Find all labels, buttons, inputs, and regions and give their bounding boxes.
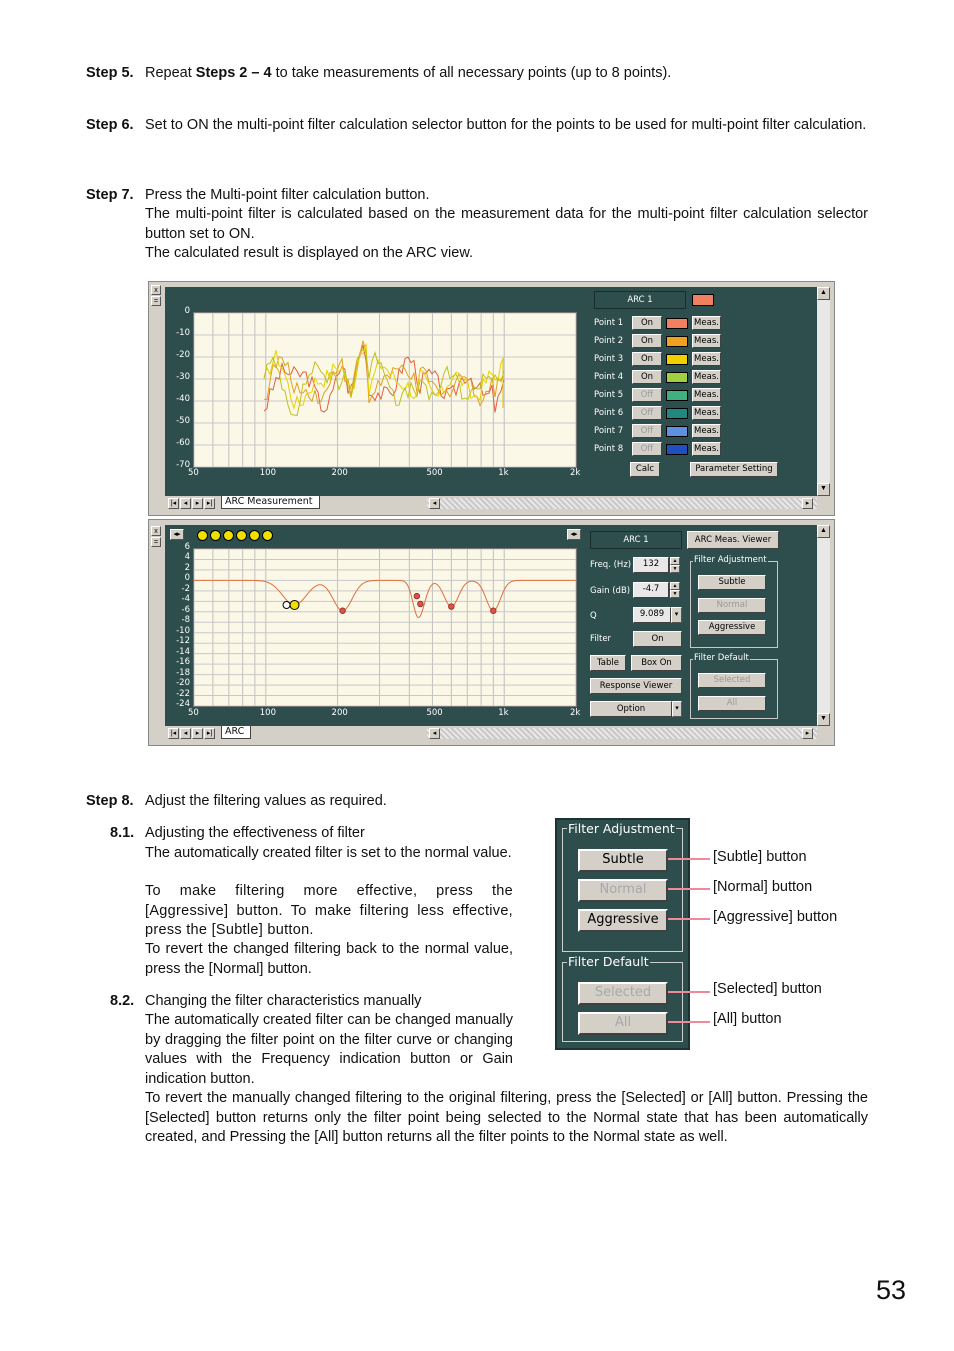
last-tab-icon[interactable]: ▸|	[204, 728, 215, 739]
pin-icon[interactable]: =	[151, 296, 161, 306]
step6-number: Step 6.	[86, 117, 134, 133]
y-tick-label: -70	[176, 460, 190, 470]
nav-arrows-icon[interactable]: ◂▸	[567, 529, 581, 540]
point-label: Point 8	[594, 444, 624, 454]
filter-point	[414, 593, 420, 599]
arc-selector[interactable]: ARC 1	[590, 531, 682, 549]
subtle-button[interactable]: Subtle	[698, 575, 766, 590]
first-tab-icon[interactable]: |◂	[168, 498, 179, 509]
x-tick-label: 100	[259, 468, 276, 478]
y-tick-label: -14	[176, 646, 190, 657]
step8-number: Step 8.	[86, 793, 134, 809]
gain-value[interactable]: -4.7	[633, 582, 669, 598]
tab-arc-measurement[interactable]: ARC Measurement	[221, 496, 320, 509]
x-tick-label: 2k	[570, 708, 581, 718]
filter-point	[340, 608, 346, 614]
filter-marker-icon[interactable]	[236, 530, 247, 541]
horizontal-scrollbar[interactable]	[427, 728, 817, 739]
bottom-tab-bar	[165, 726, 833, 742]
point-toggle-button[interactable]: On	[632, 334, 662, 348]
step6-text: Set to ON the multi-point filter calculation selector button for the points to be used for multi-point filter calculation.	[145, 117, 867, 133]
x-tick-label: 1k	[498, 708, 509, 718]
calc-button[interactable]: Calc	[630, 462, 660, 477]
point-toggle-button[interactable]: On	[632, 316, 662, 330]
freq-value[interactable]: 132	[633, 557, 669, 573]
filter-label: Filter	[590, 634, 612, 644]
gain-label: Gain (dB)	[590, 586, 631, 596]
sub82-number: 8.2.	[110, 993, 135, 1009]
point-label: Point 1	[594, 318, 624, 328]
subtle-button[interactable]: Subtle	[578, 849, 668, 872]
callout-line	[668, 1021, 710, 1023]
freq-down-icon[interactable]: ▼	[670, 565, 680, 573]
point-toggle-button[interactable]: Off	[632, 442, 662, 456]
scroll-left-icon[interactable]: ◂	[429, 498, 440, 509]
gain-down-icon[interactable]: ▼	[670, 590, 680, 598]
point-color-swatch[interactable]	[666, 318, 688, 329]
point-color-swatch[interactable]	[666, 444, 688, 455]
scroll-down-icon[interactable]: ▼	[817, 713, 830, 726]
freq-up-icon[interactable]: ▲	[670, 557, 680, 565]
filter-default-title: Filter Default	[694, 653, 749, 663]
y-tick-label: -18	[176, 667, 190, 678]
chevron-down-icon[interactable]: ▾	[672, 701, 682, 717]
point-color-swatch[interactable]	[666, 372, 688, 383]
option-button[interactable]: Option	[590, 701, 672, 717]
callout-subtle: [Subtle] button	[713, 849, 807, 865]
next-tab-icon[interactable]: ▸	[192, 498, 203, 509]
step5-number: Step 5.	[86, 65, 134, 81]
horizontal-scrollbar[interactable]	[427, 498, 817, 509]
meas-button[interactable]: Meas.	[692, 316, 721, 330]
sub82-p1: The automatically created filter can be changed manually by dragging the filter point on the filter curve or changing values with the Frequency indication button or Gain indication button.	[145, 1012, 513, 1087]
next-tab-icon[interactable]: ▸	[192, 728, 203, 739]
y-tick-label: -2	[181, 583, 190, 594]
gain-up-icon[interactable]: ▲	[670, 582, 680, 590]
tab-arc[interactable]: ARC	[221, 726, 251, 739]
q-select[interactable]: 9.089	[633, 607, 671, 623]
sub81-p1: The automatically created filter is set to the normal value.	[145, 845, 512, 861]
point-label: Point 2	[594, 336, 624, 346]
callout-line	[668, 888, 710, 890]
y-tick-label: -10	[176, 625, 190, 636]
arc-window	[148, 519, 835, 746]
callout-line	[668, 918, 710, 920]
y-tick-label: -30	[176, 372, 190, 382]
point-color-swatch[interactable]	[666, 336, 688, 347]
scroll-up-icon[interactable]: ▲	[817, 525, 830, 538]
y-tick-label: -40	[176, 394, 190, 404]
point-label: Point 7	[594, 426, 624, 436]
normal-button[interactable]: Normal	[578, 879, 668, 902]
parameter-setting-button[interactable]: Parameter Setting	[690, 462, 778, 477]
close-icon[interactable]: x	[151, 285, 161, 295]
arc-measurement-window	[148, 281, 835, 516]
meas-button[interactable]: Meas.	[692, 352, 721, 366]
freq-label: Freq. (Hz)	[590, 560, 632, 570]
x-tick-label: 200	[331, 468, 348, 478]
callout-aggressive: [Aggressive] button	[713, 909, 838, 925]
y-tick-label: -50	[176, 416, 190, 426]
prev-tab-icon[interactable]: ◂	[180, 498, 191, 509]
point-label: Point 3	[594, 354, 624, 364]
page-number: 53	[876, 1275, 907, 1305]
y-tick-label: 0	[184, 573, 190, 584]
response-viewer-button[interactable]: Response Viewer	[590, 678, 682, 694]
all-button[interactable]: All	[578, 1012, 668, 1035]
y-tick-label: -16	[176, 657, 190, 668]
sub82-title: Changing the filter characteristics manually	[145, 993, 422, 1009]
point-toggle-button[interactable]: Off	[632, 424, 662, 438]
y-tick-label: 0	[184, 306, 190, 316]
x-tick-label: 2k	[570, 468, 581, 478]
selected-filter-point	[290, 600, 299, 609]
point-toggle-button[interactable]: Off	[632, 406, 662, 420]
arc-graph[interactable]	[193, 548, 577, 707]
scroll-left-icon[interactable]: ◂	[429, 728, 440, 739]
arc-color-swatch[interactable]	[692, 294, 714, 306]
meas-button[interactable]: Meas.	[692, 370, 721, 384]
step8-text: Adjust the filtering values as required.	[145, 793, 387, 809]
y-tick-label: -20	[176, 678, 190, 689]
point-color-swatch[interactable]	[666, 426, 688, 437]
arc-meas-viewer-button[interactable]: ARC Meas. Viewer	[687, 531, 779, 549]
x-tick-label: 500	[426, 708, 443, 718]
sub81-p2: To make filtering more effective, press the [Aggressive] button. To make filtering less effective, press the [Subtle] button.	[145, 883, 513, 938]
y-tick-label: 6	[184, 542, 190, 552]
box-on-button[interactable]: Box On	[631, 655, 682, 671]
scroll-right-icon[interactable]: ▸	[802, 728, 813, 739]
aggressive-button[interactable]: Aggressive	[698, 620, 766, 635]
vertical-scrollbar[interactable]	[817, 525, 830, 726]
meas-button[interactable]: Meas.	[692, 388, 721, 402]
filter-marker-icon[interactable]	[210, 530, 221, 541]
filter-marker-icon[interactable]	[223, 530, 234, 541]
point-label: Point 5	[594, 390, 624, 400]
step7-line1: Press the Multi-point filter calculation button.	[145, 187, 430, 203]
bottom-tab-bar	[165, 496, 833, 512]
point-color-swatch[interactable]	[666, 390, 688, 401]
x-tick-label: 1k	[498, 468, 509, 478]
filter-adjustment-title: Filter Adjustment	[568, 821, 675, 836]
step7-number: Step 7.	[86, 187, 134, 203]
y-tick-label: -12	[176, 636, 190, 647]
y-tick-label: -8	[181, 615, 190, 626]
point-label: Point 4	[594, 372, 624, 382]
measurement-graph[interactable]	[193, 312, 577, 468]
filter-adjustment-title: Filter Adjustment	[694, 555, 767, 565]
scroll-right-icon[interactable]: ▸	[802, 498, 813, 509]
prev-tab-icon[interactable]: ◂	[180, 728, 191, 739]
point-color-swatch[interactable]	[666, 408, 688, 419]
x-tick-label: 50	[188, 468, 199, 478]
y-tick-label: -10	[176, 328, 190, 338]
filter-marker-icon[interactable]	[197, 530, 208, 541]
filter-marker-icon[interactable]	[249, 530, 260, 541]
all-button[interactable]: All	[698, 696, 766, 711]
point-toggle-button[interactable]: Off	[632, 388, 662, 402]
step7-line3: The calculated result is displayed on the ARC view.	[145, 245, 474, 261]
y-tick-label: 2	[184, 562, 190, 573]
meas-button[interactable]: Meas.	[692, 442, 721, 456]
filter-point-handle	[283, 601, 290, 608]
normal-button[interactable]: Normal	[698, 598, 766, 613]
filter-panel-enlarged	[555, 818, 690, 1050]
y-tick-label: -6	[181, 604, 190, 615]
y-tick-label: -60	[176, 438, 190, 448]
y-tick-label: -20	[176, 350, 190, 360]
sub82-p2: To revert the manually changed filtering to the original filtering, press the [Selected] or [All] button. Pressing the [Selected] button returns only the filter point being selected to the Normal state that has been automatically created, and Pressing the [All] button returns all the filter points to the Normal state as well.	[145, 1090, 868, 1145]
pin-icon[interactable]: =	[151, 537, 161, 547]
close-icon[interactable]: x	[151, 526, 161, 536]
first-tab-icon[interactable]: |◂	[168, 728, 179, 739]
scroll-down-icon[interactable]: ▼	[817, 483, 830, 496]
filter-point	[418, 601, 424, 607]
filter-marker-icon[interactable]	[262, 530, 273, 541]
filter-point	[491, 608, 497, 614]
filter-point	[449, 604, 455, 610]
y-tick-label: -24	[176, 699, 190, 709]
aggressive-button[interactable]: Aggressive	[578, 909, 668, 932]
y-tick-label: 4	[184, 552, 190, 563]
table-button[interactable]: Table	[590, 655, 626, 671]
callout-line	[668, 858, 710, 860]
scroll-up-icon[interactable]: ▲	[817, 287, 830, 300]
meas-button[interactable]: Meas.	[692, 406, 721, 420]
arc-selector[interactable]: ARC 1	[594, 291, 686, 309]
sub81-number: 8.1.	[110, 825, 135, 841]
meas-button[interactable]: Meas.	[692, 424, 721, 438]
step7-line2: The multi-point filter is calculated based on the measurement data for the multi-point filter calculation selector button set to ON.	[145, 206, 868, 242]
point-color-swatch[interactable]	[666, 354, 688, 365]
x-tick-label: 100	[259, 708, 276, 718]
selected-button[interactable]: Selected	[698, 673, 766, 688]
point-label: Point 6	[594, 408, 624, 418]
sub81-title: Adjusting the effectiveness of filter	[145, 825, 365, 841]
callout-normal: [Normal] button	[713, 879, 813, 895]
x-tick-label: 500	[426, 468, 443, 478]
x-tick-label: 50	[188, 708, 199, 718]
sub81-p3: To revert the changed filtering back to the normal value, press the [Normal] button.	[145, 941, 513, 977]
vertical-scrollbar[interactable]	[817, 287, 830, 496]
callout-selected: [Selected] button	[713, 981, 822, 997]
filter-toggle-button[interactable]: On	[633, 631, 682, 647]
q-label: Q	[590, 611, 597, 621]
chevron-down-icon[interactable]: ▾	[671, 607, 682, 623]
selected-button[interactable]: Selected	[578, 982, 668, 1005]
nav-arrows-icon[interactable]: ◂▸	[170, 529, 184, 540]
step5-text: Repeat Steps 2 – 4 to take measurements of all necessary points (up to 8 points).	[145, 65, 672, 81]
last-tab-icon[interactable]: ▸|	[204, 498, 215, 509]
point-toggle-button[interactable]: On	[632, 352, 662, 366]
x-tick-label: 200	[331, 708, 348, 718]
y-tick-label: -4	[181, 594, 190, 605]
callout-line	[668, 991, 710, 993]
meas-button[interactable]: Meas.	[692, 334, 721, 348]
point-toggle-button[interactable]: On	[632, 370, 662, 384]
y-tick-label: -22	[176, 688, 190, 699]
filter-default-title: Filter Default	[568, 954, 649, 969]
callout-all: [All] button	[713, 1011, 782, 1027]
